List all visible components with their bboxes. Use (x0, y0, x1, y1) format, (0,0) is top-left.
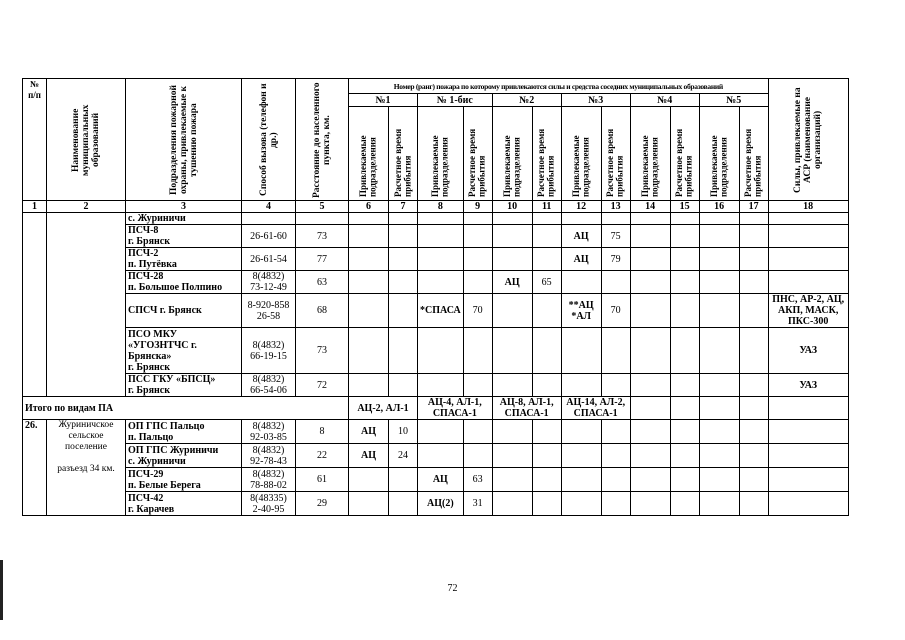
arrival-time (670, 328, 699, 374)
col-num: 6 (349, 201, 389, 213)
arrival-time (739, 374, 768, 397)
arrival-time (532, 248, 561, 271)
attached-units (492, 374, 532, 397)
attached-units (630, 225, 670, 248)
attached-units (561, 444, 601, 468)
asr-forces (768, 225, 848, 248)
arrival-time: 63 (463, 468, 492, 492)
row-municipality-cell: Журиничское сельское поселение разъезд 34 км. (47, 420, 126, 516)
call-method: 8-920-858 26-58 (242, 294, 296, 328)
attached-units (699, 420, 739, 444)
attached-units (418, 444, 464, 468)
row-num-cell (23, 213, 47, 397)
asr-forces (768, 468, 848, 492)
arrival-time (670, 271, 699, 294)
arrival-time (670, 294, 699, 328)
arrival-time (463, 328, 492, 374)
total-rank-3: АЦ-14, АЛ-2, СПАСА-1 (561, 397, 630, 420)
col-num: 8 (418, 201, 464, 213)
attached-units: **АЦ *АЛ (561, 294, 601, 328)
table-row (23, 374, 849, 397)
header-call-method: Способ вызова (телефон и др.) (242, 79, 296, 201)
fire-response-table (22, 78, 849, 516)
arrival-time (739, 271, 768, 294)
header-rank-title: Номер (ранг) пожара по которому привлекаются силы и средства соседних муниципальных образований (349, 79, 769, 94)
subheader-time: Расчетное время прибытия (670, 107, 699, 201)
call-method (242, 213, 296, 225)
attached-units (349, 374, 389, 397)
attached-units (561, 271, 601, 294)
attached-units (492, 492, 532, 516)
distance: 22 (296, 444, 349, 468)
attached-units: АЦ (561, 225, 601, 248)
asr-forces (768, 492, 848, 516)
attached-units (630, 468, 670, 492)
call-method: 8(4832) 78-88-02 (242, 468, 296, 492)
subheader-units: Привлекаемые подразделения (418, 107, 464, 201)
attached-units (699, 444, 739, 468)
total-row (23, 397, 849, 420)
attached-units: АЦ (561, 248, 601, 271)
arrival-time (389, 271, 418, 294)
call-method: 26-61-60 (242, 225, 296, 248)
attached-units (561, 213, 601, 225)
col-num: 16 (699, 201, 739, 213)
attached-units (418, 420, 464, 444)
arrival-time (670, 420, 699, 444)
arrival-time (601, 374, 630, 397)
arrival-time (670, 248, 699, 271)
table-row (23, 213, 849, 225)
distance: 8 (296, 420, 349, 444)
attached-units (630, 294, 670, 328)
attached-units (349, 271, 389, 294)
table-row (23, 328, 849, 374)
arrival-time (463, 271, 492, 294)
attached-units (349, 213, 389, 225)
column-number-row (23, 201, 849, 213)
arrival-time (670, 468, 699, 492)
attached-units (349, 328, 389, 374)
distance: 73 (296, 225, 349, 248)
table-row (23, 248, 849, 271)
asr-forces (768, 271, 848, 294)
arrival-time (463, 444, 492, 468)
arrival-time (389, 213, 418, 225)
row-municipality-cell (47, 213, 126, 397)
asr-forces: ПНС, АР-2, АЦ, АКП, МАСК, ПКС-300 (768, 294, 848, 328)
arrival-time (532, 328, 561, 374)
header-units: Подразделения пожарной охраны, привлекаемые к тушению пожара (126, 79, 242, 201)
attached-units (630, 213, 670, 225)
total-label: Итого по видам ПА (23, 397, 349, 420)
attached-units (630, 328, 670, 374)
arrival-time (463, 374, 492, 397)
attached-units (699, 492, 739, 516)
attached-units (699, 374, 739, 397)
unit-name: с. Журиничи (126, 213, 242, 225)
subheader-time: Расчетное время прибытия (463, 107, 492, 201)
attached-units (561, 468, 601, 492)
arrival-time (601, 468, 630, 492)
arrival-time (601, 271, 630, 294)
arrival-time (739, 468, 768, 492)
asr-forces (768, 444, 848, 468)
header-municipality: Наименование муниципальных образований (47, 79, 126, 201)
col-num: 12 (561, 201, 601, 213)
arrival-time (389, 248, 418, 271)
attached-units (349, 225, 389, 248)
col-num: 5 (296, 201, 349, 213)
attached-units: АЦ (492, 271, 532, 294)
unit-name: ПСЧ-28 п. Большое Полпино (126, 271, 242, 294)
arrival-time: 65 (532, 271, 561, 294)
arrival-time (389, 294, 418, 328)
arrival-time (601, 444, 630, 468)
col-num: 13 (601, 201, 630, 213)
arrival-time (739, 248, 768, 271)
attached-units (349, 294, 389, 328)
attached-units (630, 374, 670, 397)
attached-units (630, 271, 670, 294)
distance: 72 (296, 374, 349, 397)
table-row (23, 468, 849, 492)
unit-name: ПСЧ-29 п. Белые Берега (126, 468, 242, 492)
arrival-time (670, 225, 699, 248)
attached-units (561, 374, 601, 397)
call-method: 8(4832) 92-78-43 (242, 444, 296, 468)
col-num: 2 (47, 201, 126, 213)
attached-units (418, 213, 464, 225)
call-method: 8(4832) 92-03-85 (242, 420, 296, 444)
attached-units (492, 420, 532, 444)
unit-name: ПСО МКУ «УГОЗНТЧС г. Брянска» г. Брянск (126, 328, 242, 374)
attached-units: АЦ(2) (418, 492, 464, 516)
call-method: 8(4832) 66-19-15 (242, 328, 296, 374)
col-num: 18 (768, 201, 848, 213)
rank-4: №4 (630, 94, 699, 107)
arrival-time: 70 (463, 294, 492, 328)
attached-units: АЦ (349, 444, 389, 468)
attached-units (630, 248, 670, 271)
asr-forces (768, 248, 848, 271)
arrival-time: 70 (601, 294, 630, 328)
unit-name: СПСЧ г. Брянск (126, 294, 242, 328)
attached-units (349, 468, 389, 492)
asr-forces: УАЗ (768, 374, 848, 397)
attached-units: АЦ (349, 420, 389, 444)
attached-units (349, 248, 389, 271)
arrival-time (532, 468, 561, 492)
call-method: 8(48335) 2-40-95 (242, 492, 296, 516)
subheader-units: Привлекаемые подразделения (492, 107, 532, 201)
distance: 29 (296, 492, 349, 516)
asr-forces (768, 213, 848, 225)
attached-units (418, 328, 464, 374)
attached-units (492, 225, 532, 248)
attached-units (699, 328, 739, 374)
rank-2: №2 (492, 94, 561, 107)
arrival-time (670, 444, 699, 468)
attached-units (418, 248, 464, 271)
attached-units (492, 444, 532, 468)
table-row (23, 271, 849, 294)
total-rank-1: АЦ-2, АЛ-1 (349, 397, 418, 420)
table-row (23, 492, 849, 516)
attached-units (699, 225, 739, 248)
col-num: 4 (242, 201, 296, 213)
distance: 77 (296, 248, 349, 271)
col-num: 7 (389, 201, 418, 213)
col-num: 9 (463, 201, 492, 213)
table-row (23, 225, 849, 248)
subheader-time: Расчетное время прибытия (601, 107, 630, 201)
rank-1bis: № 1-бис (418, 94, 493, 107)
call-method: 8(4832) 66-54-06 (242, 374, 296, 397)
header-asr: Силы, привлекаемые на АСР (наименование организаций) (768, 79, 848, 201)
attached-units (630, 444, 670, 468)
arrival-time (739, 294, 768, 328)
table-row (23, 444, 849, 468)
unit-name: ПСЧ-8 г. Брянск (126, 225, 242, 248)
total-rank-2: АЦ-8, АЛ-1, СПАСА-1 (492, 397, 561, 420)
total-rank-1bis: АЦ-4, АЛ-1, СПАСА-1 (418, 397, 493, 420)
arrival-time: 75 (601, 225, 630, 248)
attached-units (561, 492, 601, 516)
arrival-time (670, 374, 699, 397)
subheader-time: Расчетное время прибытия (389, 107, 418, 201)
attached-units (418, 374, 464, 397)
arrival-time (739, 444, 768, 468)
attached-units: АЦ (418, 468, 464, 492)
table-row (23, 420, 849, 444)
call-method: 8(4832) 73-12-49 (242, 271, 296, 294)
arrival-time (670, 213, 699, 225)
distance: 61 (296, 468, 349, 492)
attached-units: *СПАСА (418, 294, 464, 328)
header-num: № п/п (23, 79, 47, 201)
table-row (23, 294, 849, 328)
attached-units (630, 420, 670, 444)
arrival-time (670, 492, 699, 516)
asr-forces (768, 420, 848, 444)
attached-units (699, 294, 739, 328)
unit-name: ОП ГПС Пальцо п. Пальцо (126, 420, 242, 444)
rank-5: №5 (699, 94, 768, 107)
arrival-time: 24 (389, 444, 418, 468)
col-num: 17 (739, 201, 768, 213)
attached-units (699, 213, 739, 225)
header-distance: Расстояние до населенного пункта, км. (296, 79, 349, 201)
attached-units (418, 271, 464, 294)
subheader-units: Привлекаемые подразделения (630, 107, 670, 201)
subheader-time: Расчетное время прибытия (739, 107, 768, 201)
col-num: 11 (532, 201, 561, 213)
asr-forces: УАЗ (768, 328, 848, 374)
arrival-time (532, 294, 561, 328)
arrival-time (389, 374, 418, 397)
subheader-units: Привлекаемые подразделения (561, 107, 601, 201)
arrival-time (532, 213, 561, 225)
arrival-time (739, 492, 768, 516)
arrival-time (463, 420, 492, 444)
unit-name: ПСЧ-42 г. Карачев (126, 492, 242, 516)
row-num-cell: 26. (23, 420, 47, 516)
arrival-time (463, 248, 492, 271)
distance: 68 (296, 294, 349, 328)
arrival-time (389, 492, 418, 516)
unit-name: ОП ГПС Журиничи с. Журиничи (126, 444, 242, 468)
attached-units (699, 248, 739, 271)
arrival-time: 79 (601, 248, 630, 271)
col-num: 1 (23, 201, 47, 213)
arrival-time (532, 444, 561, 468)
attached-units (418, 225, 464, 248)
arrival-time (601, 492, 630, 516)
distance: 63 (296, 271, 349, 294)
arrival-time (601, 213, 630, 225)
distance (296, 213, 349, 225)
attached-units (492, 213, 532, 225)
attached-units (492, 294, 532, 328)
subheader-units: Привлекаемые подразделения (699, 107, 739, 201)
arrival-time: 31 (463, 492, 492, 516)
arrival-time (532, 225, 561, 248)
unit-name: ПСС ГКУ «БПСЦ» г. Брянск (126, 374, 242, 397)
arrival-time (532, 492, 561, 516)
arrival-time (532, 374, 561, 397)
attached-units (561, 328, 601, 374)
arrival-time (739, 328, 768, 374)
attached-units (492, 328, 532, 374)
arrival-time (463, 225, 492, 248)
arrival-time (739, 213, 768, 225)
rank-3: №3 (561, 94, 630, 107)
arrival-time (739, 420, 768, 444)
subheader-units: Привлекаемые подразделения (349, 107, 389, 201)
call-method: 26-61-54 (242, 248, 296, 271)
arrival-time (601, 420, 630, 444)
col-num: 10 (492, 201, 532, 213)
rank-1: №1 (349, 94, 418, 107)
col-num: 3 (126, 201, 242, 213)
distance: 73 (296, 328, 349, 374)
attached-units (561, 420, 601, 444)
arrival-time (463, 213, 492, 225)
arrival-time (532, 420, 561, 444)
col-num: 15 (670, 201, 699, 213)
arrival-time (389, 328, 418, 374)
attached-units (630, 492, 670, 516)
arrival-time: 10 (389, 420, 418, 444)
unit-name: ПСЧ-2 п. Путёвка (126, 248, 242, 271)
arrival-time (739, 225, 768, 248)
attached-units (699, 271, 739, 294)
page-number: 72 (447, 583, 458, 594)
col-num: 14 (630, 201, 670, 213)
subheader-time: Расчетное время прибытия (532, 107, 561, 201)
attached-units (492, 248, 532, 271)
arrival-time (389, 468, 418, 492)
attached-units (492, 468, 532, 492)
arrival-time (601, 328, 630, 374)
arrival-time (389, 225, 418, 248)
attached-units (699, 468, 739, 492)
attached-units (349, 492, 389, 516)
